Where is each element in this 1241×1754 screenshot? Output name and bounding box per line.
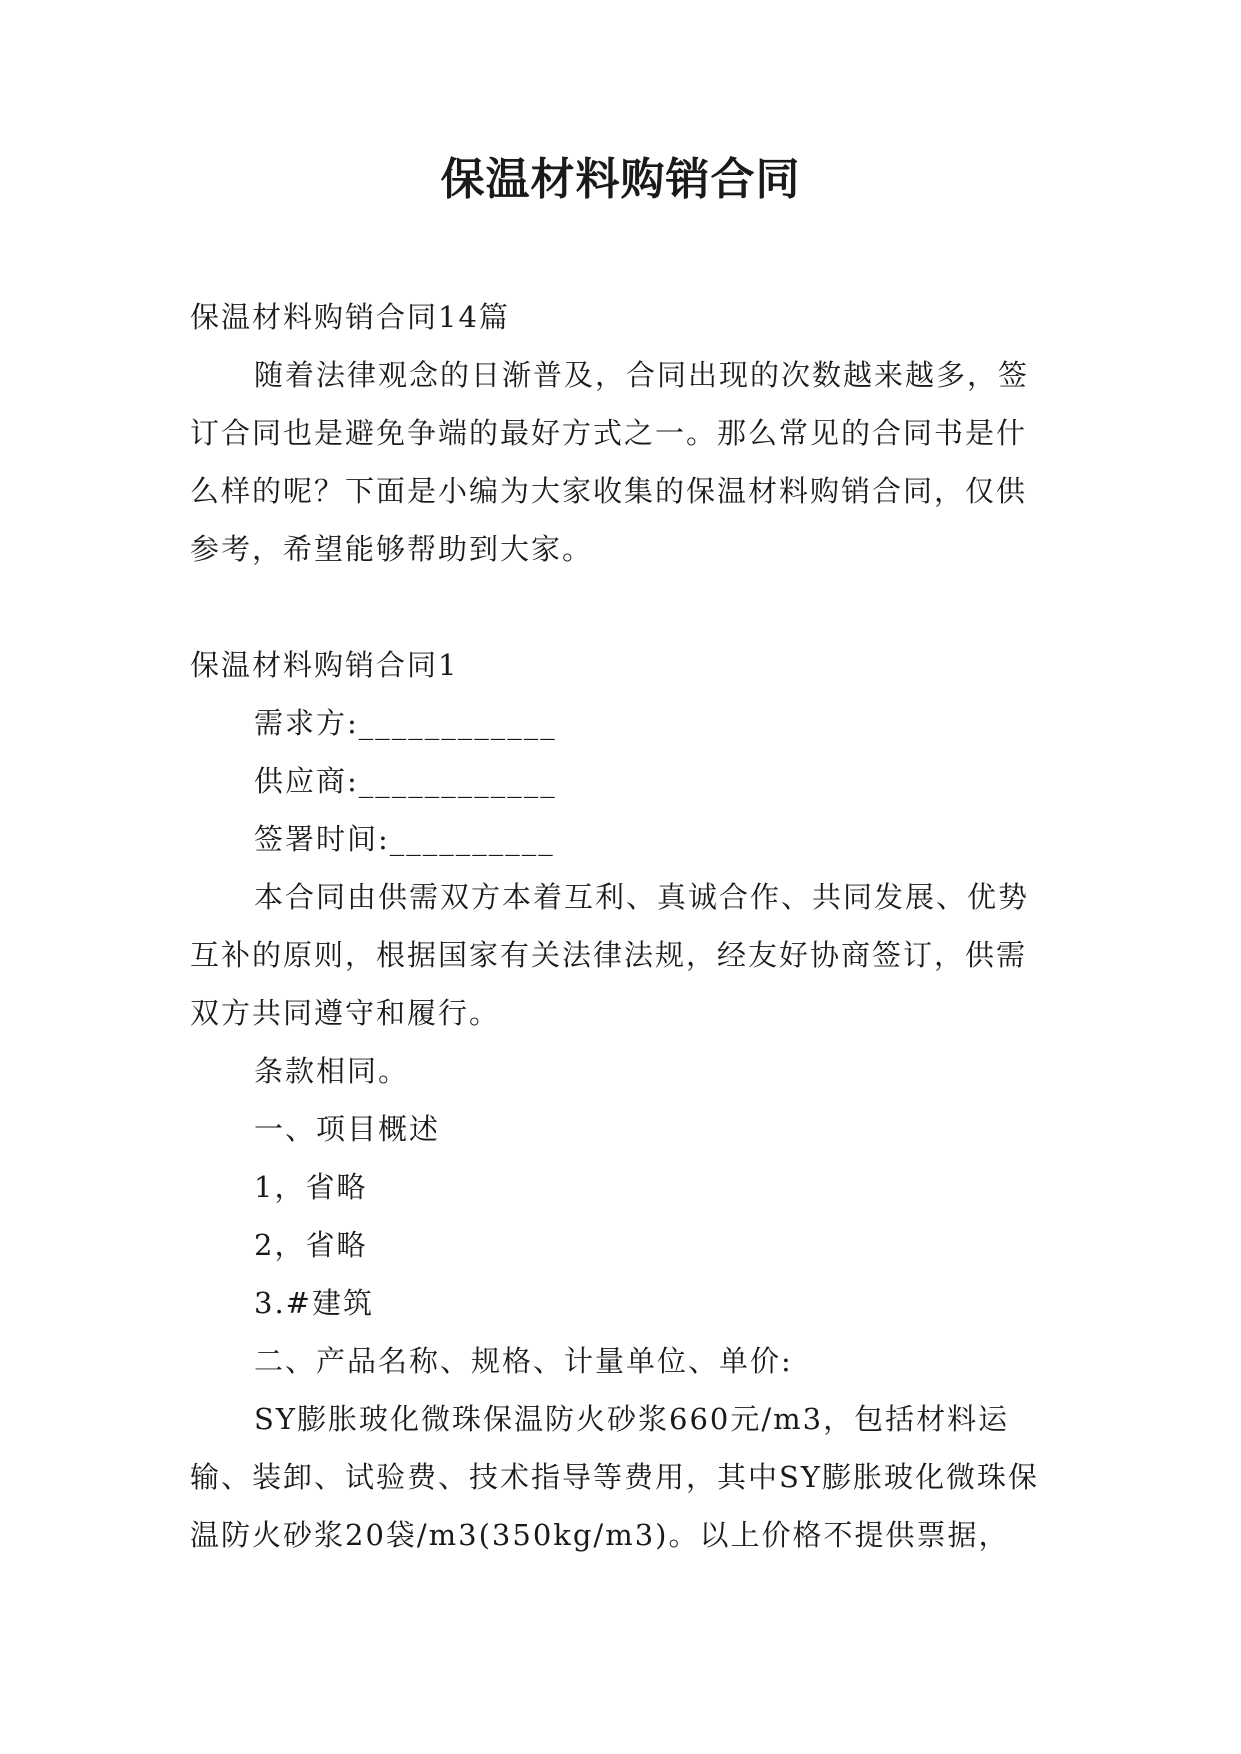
document-title: 保温材料购销合同 [440, 154, 801, 205]
signing-time-line: 签署时间:__________ [254, 822, 555, 856]
section-heading-products: 二、产品名称、规格、计量单位、单价: [254, 1344, 793, 1378]
buyer-line: 需求方:____________ [254, 706, 557, 740]
preamble-paragraph: 本合同由供需双方本着互利、真诚合作、共同发展、优势互补的原则，根据国家有关法律法规，经友好协商签订，供需双方共同遵守和履行。 [190, 880, 1030, 1030]
overview-item-2: 2，省略 [254, 1228, 368, 1262]
supplier-line: 供应商:____________ [254, 764, 557, 798]
overview-item-1: 1，省略 [254, 1170, 368, 1204]
product-pricing-paragraph: SY膨胀玻化微珠保温防火砂浆660元/m3，包括材料运输、装卸、试验费、技术指导等费用，其中SY膨胀玻化微珠保温防火砂浆20袋/m3(350kg/m3)。以上价格不提供票据， [190, 1402, 1040, 1552]
collection-heading: 保温材料购销合同14篇 [190, 300, 510, 334]
overview-item-3: 3.#建筑 [254, 1286, 374, 1320]
contract-heading: 保温材料购销合同1 [190, 648, 459, 682]
terms-note: 条款相同。 [254, 1054, 410, 1088]
section-heading-overview: 一、项目概述 [254, 1112, 441, 1146]
paragraph-spacer [190, 578, 1050, 636]
intro-paragraph: 随着法律观念的日渐普及，合同出现的次数越来越多，签订合同也是避免争端的最好方式之一。那么常见的合同书是什么样的呢？下面是小编为大家收集的保温材料购销合同，仅供参考，希望能够帮助到大家。 [190, 358, 1030, 566]
document-body [190, 288, 1050, 1564]
